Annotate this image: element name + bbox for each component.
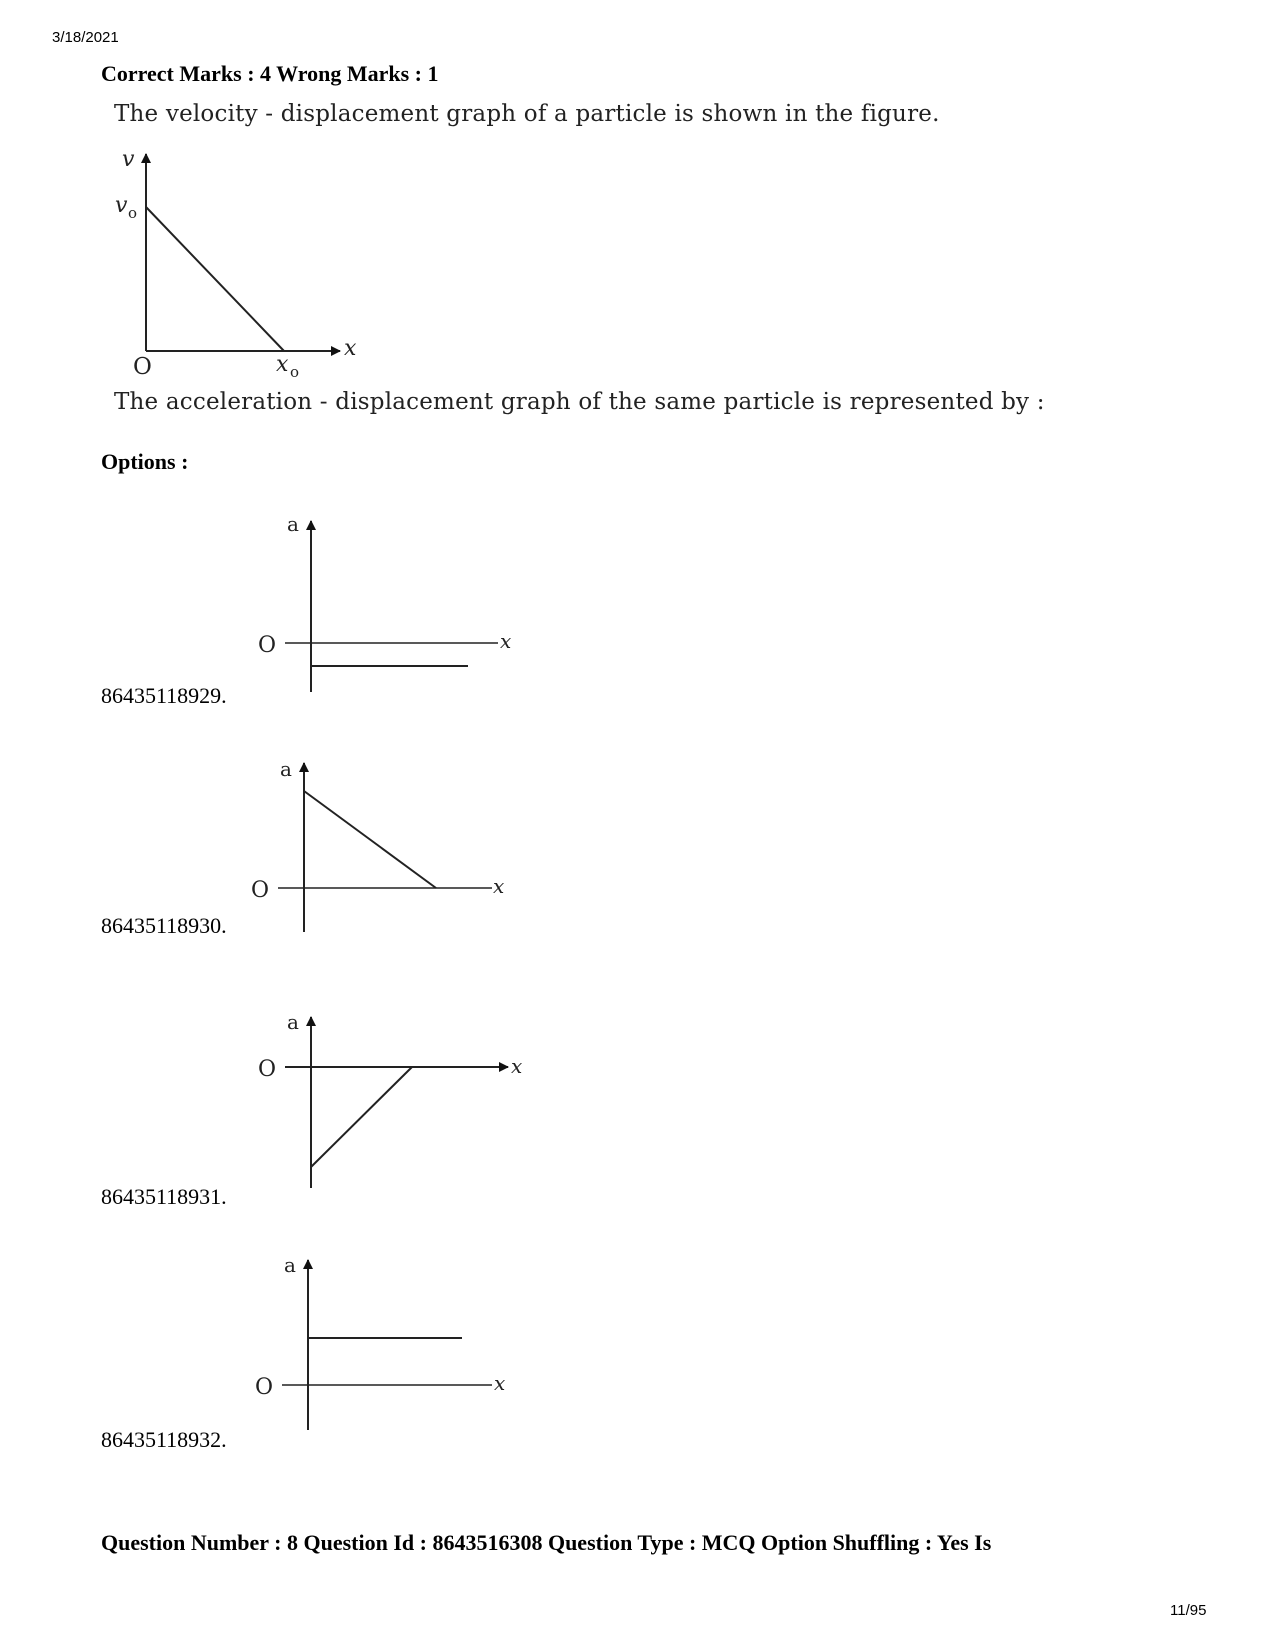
page-number: 11/95: [1170, 1602, 1207, 1619]
a-axis-label: a: [287, 1010, 299, 1034]
option-3-id: 86435118931.: [101, 1184, 227, 1209]
acceleration-line: [311, 1067, 412, 1167]
x-axis-label: x: [493, 874, 505, 898]
x-axis-label: x: [500, 629, 512, 653]
origin-label: O: [255, 1375, 274, 1400]
a-axis-label: a: [287, 512, 299, 536]
x0-label: x: [276, 352, 289, 377]
option-4-id: 86435118932.: [101, 1427, 227, 1452]
print-date: 3/18/2021: [52, 29, 119, 46]
a-axis-label: a: [284, 1253, 296, 1277]
x-axis-label: x: [494, 1371, 506, 1395]
acceleration-line: [304, 791, 436, 888]
v-axis-label: v: [122, 147, 135, 172]
x-axis-label: x: [511, 1054, 523, 1078]
option-2-id: 86435118930.: [101, 913, 227, 938]
v0-subscript: o: [128, 204, 138, 222]
origin-label: O: [133, 354, 152, 380]
origin-label: O: [258, 633, 277, 658]
question-prompt: The acceleration - displacement graph of the same particle is represented by :: [114, 389, 1045, 415]
a-axis-label: a: [280, 757, 292, 781]
options-label: Options :: [101, 449, 189, 474]
x0-subscript: o: [290, 363, 300, 381]
x-axis-label: x: [344, 336, 357, 361]
velocity-line: [146, 207, 284, 351]
origin-label: O: [258, 1057, 277, 1082]
question-stem: The velocity - displacement graph of a particle is shown in the figure.: [114, 101, 940, 127]
marks-line: Correct Marks : 4 Wrong Marks : 1: [101, 61, 439, 86]
option-1-id: 86435118929.: [101, 683, 227, 708]
v0-label: v: [115, 193, 128, 218]
next-question-header: Question Number : 8 Question Id : 8643516308 Question Type : MCQ Option Shuffling : Yes Is: [101, 1530, 992, 1555]
origin-label: O: [251, 878, 270, 903]
